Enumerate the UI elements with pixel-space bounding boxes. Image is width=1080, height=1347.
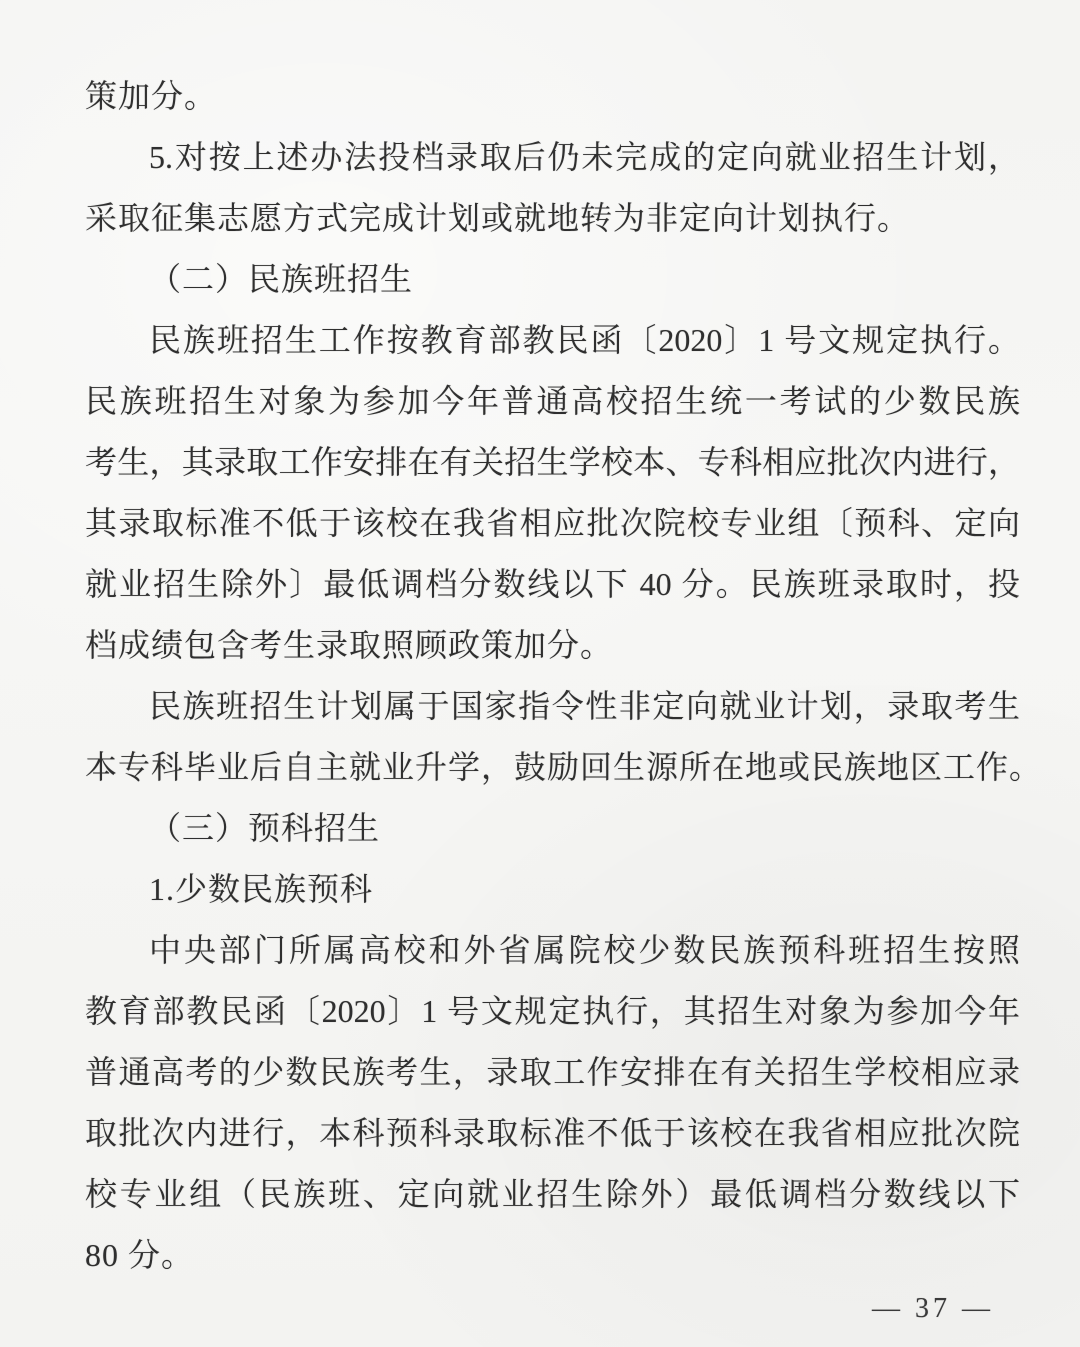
text-line: 档成绩包含考生录取照顾政策加分。 bbox=[85, 627, 614, 663]
text-line: 教育部教民函〔2020〕1 号文规定执行，其招生对象为参加今年 bbox=[85, 993, 1020, 1029]
text-line: 取批次内进行，本科预科录取标准不低于该校在我省相应批次院 bbox=[85, 1115, 1020, 1151]
text-line: 采取征集志愿方式完成计划或就地转为非定向计划执行。 bbox=[85, 200, 911, 236]
text-line: 本专科毕业后自主就业升学，鼓励回生源所在地或民族地区工作。 bbox=[85, 749, 1043, 785]
text-line: 民族班招生对象为参加今年普通高校招生统一考试的少数民族 bbox=[85, 383, 1020, 419]
text-line: 民族班招生计划属于国家指令性非定向就业计划，录取考生 bbox=[149, 688, 1020, 724]
page-number: — 37 — bbox=[872, 1293, 994, 1324]
text-line: 其录取标准不低于该校在我省相应批次院校专业组〔预科、定向 bbox=[85, 505, 1020, 541]
document-body bbox=[85, 66, 1043, 1286]
text-line: 普通高考的少数民族考生，录取工作安排在有关招生学校相应录 bbox=[85, 1054, 1020, 1090]
text-line: 中央部门所属高校和外省属院校少数民族预科班招生按照 bbox=[149, 932, 1020, 968]
text-line: （二）民族班招生 bbox=[149, 261, 414, 297]
text-line: 考生，其录取工作安排在有关招生学校本、专科相应批次内进行， bbox=[85, 444, 1020, 480]
text-line: 策加分。 bbox=[85, 78, 218, 114]
text-line: 民族班招生工作按教育部教民函〔2020〕1 号文规定执行。 bbox=[149, 322, 1020, 358]
text-line: 80 分。 bbox=[85, 1237, 195, 1273]
text-line: 5.对按上述办法投档录取后仍未完成的定向就业招生计划， bbox=[149, 139, 1020, 175]
text-line: 1.少数民族预科 bbox=[149, 871, 374, 907]
text-line: 就业招生除外〕最低调档分数线以下 40 分。民族班录取时，投 bbox=[85, 566, 1020, 602]
text-line: 校专业组（民族班、定向就业招生除外）最低调档分数线以下 bbox=[85, 1176, 1020, 1212]
text-line: （三）预科招生 bbox=[149, 810, 381, 846]
